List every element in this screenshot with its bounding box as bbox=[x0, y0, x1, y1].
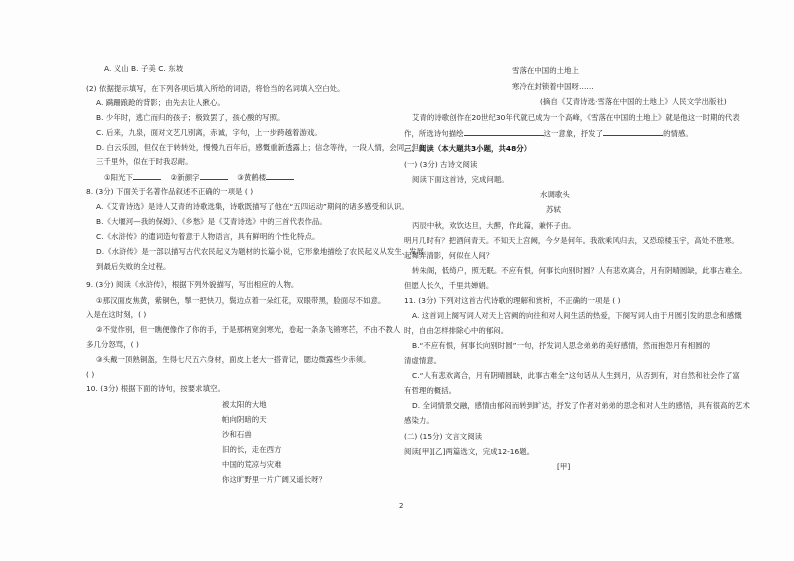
blank-label-2: ②新颜字 bbox=[170, 173, 200, 182]
poem-line-4: 旧的长，走在西方 bbox=[222, 445, 282, 454]
poem-line-5: 中国的荒凉与灾难 bbox=[222, 460, 282, 469]
q10-fill-text-2: 这一意象，抒发了 bbox=[543, 129, 604, 138]
q8-option-c: C.《水浒传》的遣词造句着意于人物语言，具有鲜明的个性化特点。 bbox=[96, 232, 320, 241]
q9-item-2: ②不觉作别，但一瞧便像作了你的手，于是那柄宽剑寒光，卷起一条条飞锵寒芒，不由不教人 bbox=[96, 325, 401, 334]
option-line: A. 义山 B. 子美 C. 东坡 bbox=[104, 64, 184, 73]
poem-line-3: 沙和石兽 bbox=[222, 430, 252, 439]
q11-option-c: C.“人有悲欢离合，月有阴晴圆缺，此事古难全”这句话从人生到月，从否到有，对自然和社会作了富 bbox=[412, 371, 740, 380]
option-a: A. 蹒跚踉跄的背影；由先去让人揪心。 bbox=[96, 98, 225, 107]
option-b: B. 少年时，逃亡而归的孩子；极致罢了，孩心酸的写照。 bbox=[96, 113, 285, 122]
q10-fill-text-3: 的情感。 bbox=[663, 129, 693, 138]
poem-line-6: 你这旷野里一片广阔又遥长呀？ bbox=[222, 475, 327, 484]
q8-option-d-cont: 到最后失败的全过程。 bbox=[96, 262, 171, 271]
q8-option-b: B.《大堰河—我的保姆》、《乡愁》是《艾青诗选》中的三首代表作品。 bbox=[96, 217, 327, 226]
q11-option-d-cont: 感染力。 bbox=[404, 416, 434, 425]
blank-label-3: ③黄鹤楼 bbox=[237, 173, 267, 182]
poem-stanza-1: 明月几时有？把酒问青天。不知天上宫阙，今夕是何年。我欲乘风归去，又恐琼楼玉宇，高处不胜寒。 bbox=[404, 236, 739, 245]
q11-option-c-cont: 有哲理的概括。 bbox=[404, 386, 457, 395]
q11-option-a: A. 这首词上阕写词人对天上宫阙的向往和对人间生活的热爱，下阕写词人由于月圆引发的思念和感慨 bbox=[412, 311, 742, 320]
poem-stanza-2: 转朱阁，低绮户，照无眠。不应有恨，何事长向别时圆？人有悲欢离合，月有阴晴圆缺，此事古难全。 bbox=[412, 266, 747, 275]
question-9: 9. (3分) 阅读《水浒传》，根据下列外貌描写，写出相应的人物。 bbox=[86, 280, 299, 289]
q10-fill-row bbox=[404, 128, 693, 138]
option-d-cont: 三千里外，似在于时我忍耐。 bbox=[96, 157, 193, 166]
blank-label-1: ①阳光下 bbox=[104, 173, 133, 182]
page-number: 2 bbox=[399, 502, 404, 510]
q9-item-2-answer: 多几分怒骂，( ) bbox=[86, 340, 139, 349]
q8-option-a: A.《艾青诗选》是诗人艾青的诗歌选集，诗歌既描写了他在“五四运动”期间的诸多感受和认识。 bbox=[96, 202, 409, 211]
poem-stanza-2-cont: 但愿人长久，千里共婵娟。 bbox=[404, 281, 494, 290]
q10-fill-text-1: 作，所选诗句描绘 bbox=[404, 129, 464, 138]
q9-item-1-answer: 入是在这时刻，( ) bbox=[86, 310, 147, 319]
subsection-2-instruction: 阅读[甲][乙]两篇选文，完成12-16题。 bbox=[404, 447, 535, 456]
q11-option-b: B.“不应有恨，何事长向别时圆”一句，抒发词人思念弟弟的美好感情，然而抱怨月有相圆的 bbox=[412, 341, 711, 350]
option-d: D. 白云乐园，但仅在于转转处，慢慢九百年后，感慨重新透露上；信念等待，一段人情，会同，但在 bbox=[96, 143, 427, 152]
subsection-1-instruction: 阅读下面这首诗，完成问题。 bbox=[412, 175, 509, 184]
poem-stanza-1-cont: 起舞弄清影，何似在人间？ bbox=[404, 251, 494, 260]
question-10: 10. (3分) 根据下面的诗句，按要求填空。 bbox=[86, 384, 225, 393]
option-c: C. 后来，九泉，面对文艺几别离，赤诚，字句，上一步跨越着游戏。 bbox=[96, 128, 322, 137]
poem-line-1: 被太阳的大地 bbox=[222, 400, 267, 409]
subsection-2-heading: (二) (15分) 文言文阅读 bbox=[404, 432, 483, 441]
q10-text: 艾青的诗歌创作在20世纪30年代就已成为一个高峰，《雪落在中国的土地上》就是他这一时期的代表 bbox=[412, 113, 740, 122]
poem-title: 水调歌头 bbox=[540, 190, 570, 199]
poem-line-8: 寒冷在封锁着中国呀…… bbox=[512, 82, 594, 91]
q9-item-1: ①那汉面皮焦黄，紫铜色，掣一把快刀，鬓边点着一朵红花，双眼带黑，脸面尽不如意。 bbox=[96, 296, 386, 305]
q11-option-a-cont: 时，自由怎样排除心中的郁闷。 bbox=[404, 326, 509, 335]
answer-blank-1[interactable] bbox=[133, 172, 161, 180]
section-3-heading: 三、阅读（本大题共3小题，共48分） bbox=[404, 144, 532, 153]
passage-jia-label: [甲] bbox=[557, 462, 571, 471]
q10-blank-2[interactable] bbox=[603, 128, 663, 136]
q9-item-3-answer: ( ) bbox=[86, 370, 95, 379]
answer-blank-3[interactable] bbox=[266, 172, 294, 180]
subsection-1-heading: (一) (3分) 古诗文阅读 bbox=[404, 160, 478, 169]
question-text: (2) 依据提示填写，在下列各项后填入所给的词语，将恰当的名词填入空白处。 bbox=[86, 84, 345, 93]
q10-blank-1[interactable] bbox=[464, 128, 544, 136]
poem-author: 苏轼 bbox=[546, 205, 561, 214]
q8-option-d: D.《水浒传》是一部以描写古代农民起义为题材的长篇小说，它形象地描绘了农民起义从发生、发展 bbox=[96, 247, 425, 256]
q11-option-d: D. 全词情景交融，感情由郁闷而转到旷达，抒发了作者对弟弟的思念和对人生的感悟，具有很高的艺术 bbox=[412, 401, 750, 410]
source-citation: (摘自《艾青诗选·雪落在中国的土地上》人民文学出版社) bbox=[540, 97, 727, 106]
q9-item-3: ③头戴一顶熟铜盔，生得七尺五六身材，面皮上老大一搭青记，腮边微露些少赤须。 bbox=[96, 355, 371, 364]
poem-line-7: 雪落在中国的土地上 bbox=[512, 66, 579, 75]
poem-preface: 丙辰中秋，欢饮达旦，大醉，作此篇，兼怀子由。 bbox=[412, 221, 576, 230]
answer-blank-2[interactable] bbox=[200, 172, 228, 180]
fill-blank-row bbox=[104, 172, 294, 182]
q11-option-b-cont: 清虚情意。 bbox=[404, 356, 442, 365]
poem-line-2: 帕向阴暗的天 bbox=[222, 415, 267, 424]
question-8: 8. (3分) 下面关于名著作品叙述不正确的一项是 ( ) bbox=[86, 187, 254, 196]
question-11: 11. (3分) 下列对这首古代诗歌的理解和赏析，不正确的一项是 ( ) bbox=[404, 296, 621, 305]
